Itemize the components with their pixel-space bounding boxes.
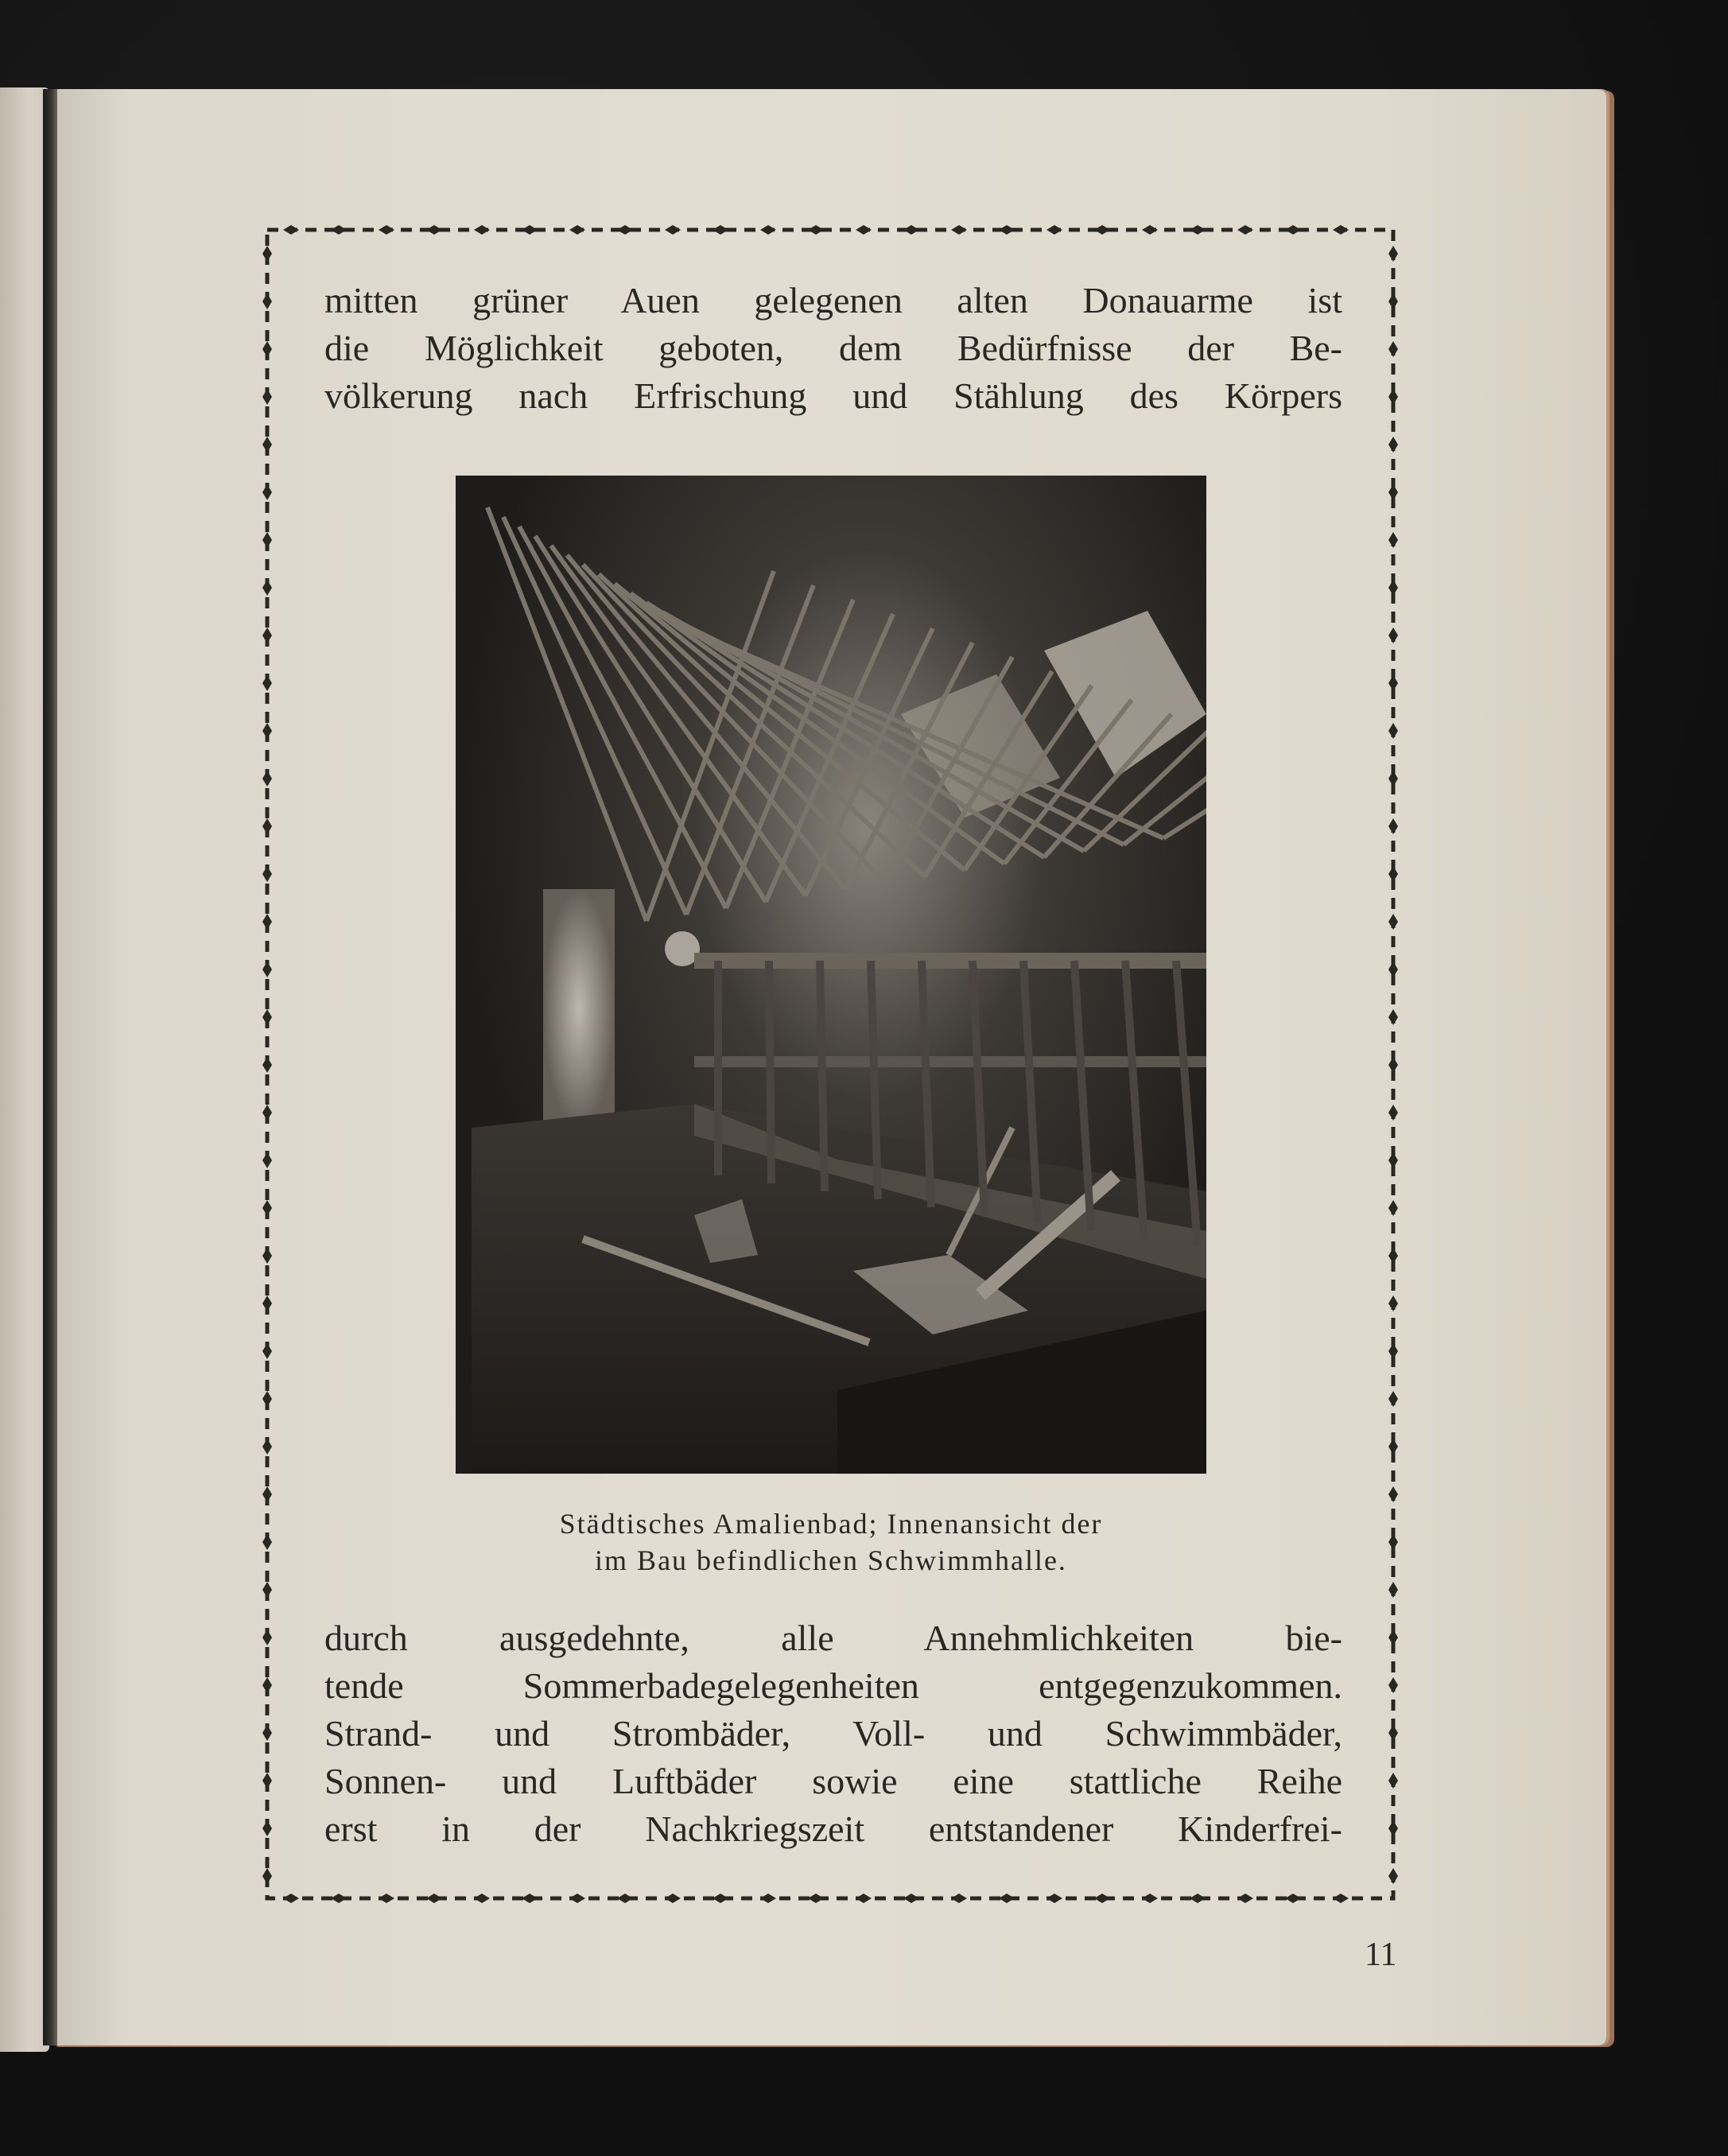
left-facing-page-edge [0, 87, 49, 2052]
text-line: Sonnen- und Luftbäder sowie eine stattliche Reihe [324, 1761, 1342, 1801]
text-line: Strand- und Strombäder, Voll- und Schwimmbäder, [324, 1713, 1342, 1754]
text-line: erst in der Nachkriegszeit entstandener Kinderfrei- [324, 1808, 1342, 1849]
text-line: mitten grüner Auen gelegenen alten Donauarme ist [324, 280, 1342, 320]
halftone-photograph [456, 476, 1206, 1474]
photo-roof-trusses-graphic [456, 476, 1206, 1474]
text-line: tende Sommerbadegelegenheiten entgegenzukommen. [324, 1665, 1342, 1706]
body-text-bottom [324, 1614, 1342, 1853]
caption-line: im Bau befindlichen Schwimmhalle. [595, 1544, 1067, 1576]
text-line: durch ausgedehnte, alle Annehmlichkeiten bie- [324, 1618, 1342, 1658]
text-line: die Möglichkeit geboten, dem Bedürfnisse der Be- [324, 328, 1342, 368]
figure-caption [414, 1505, 1248, 1579]
page-number: 11 [1365, 1937, 1397, 1973]
caption-line: Städtisches Amalienbad; Innenansicht der [559, 1508, 1103, 1540]
book-gutter [43, 89, 57, 2045]
body-text-top [324, 277, 1342, 420]
text-line: völkerung nach Erfrischung und Stählung des Körpers [324, 375, 1342, 416]
